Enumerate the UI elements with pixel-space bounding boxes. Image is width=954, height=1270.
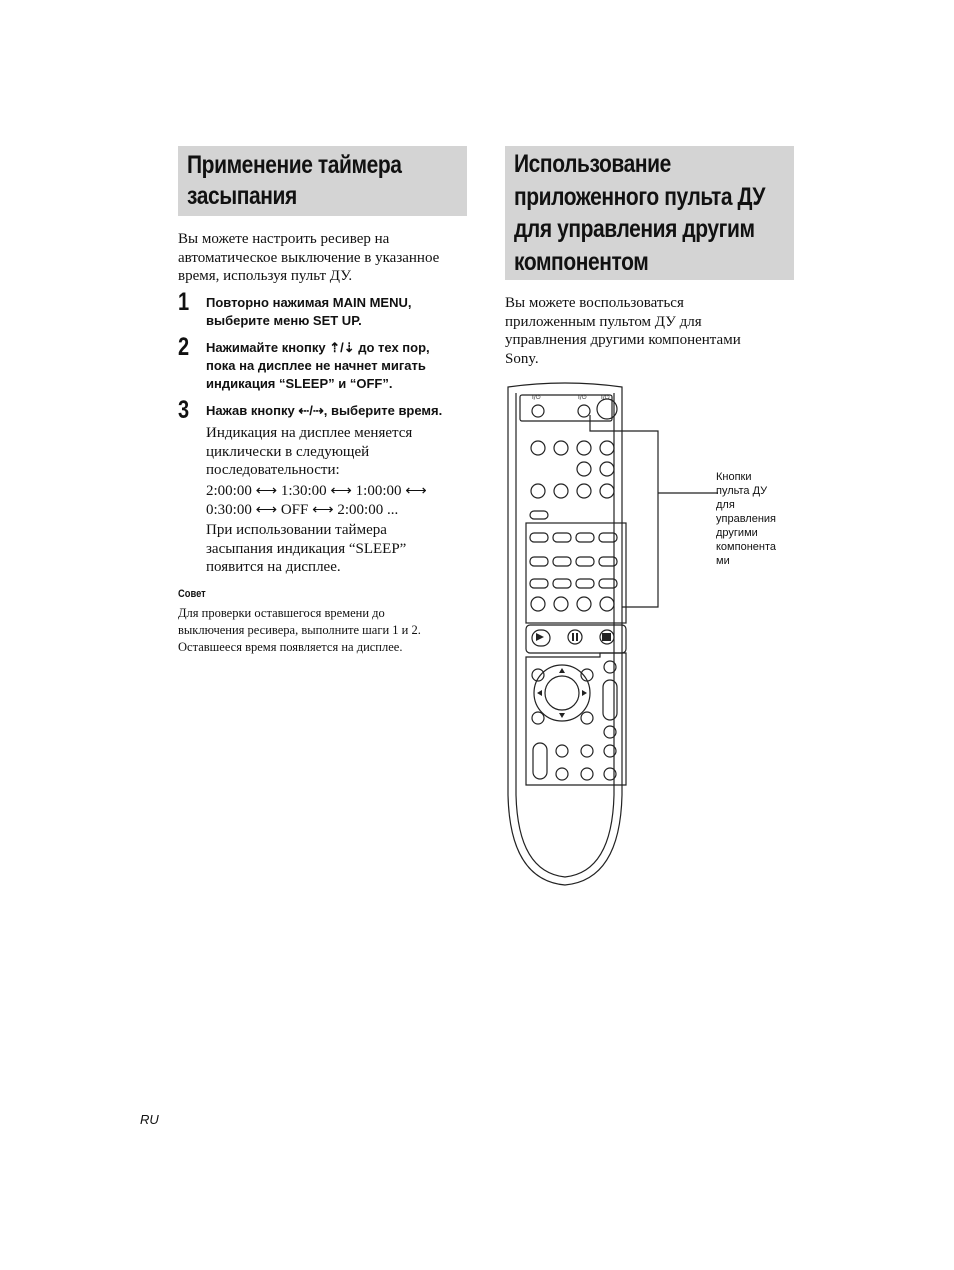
- text-line: приложенным пультом ДУ для: [505, 313, 702, 330]
- text-line: появится на дисплее.: [206, 559, 341, 575]
- heading-line: Применение таймера: [187, 151, 402, 179]
- right-section-heading: [505, 146, 794, 280]
- step3-description: [206, 424, 412, 480]
- time-sequence: [206, 482, 427, 520]
- remote-control-illustration: [500, 375, 720, 895]
- step-number: 3: [178, 396, 190, 424]
- text-line: Sony.: [505, 350, 539, 367]
- text-line: управлнения другими компонентами: [505, 332, 741, 348]
- right-intro: [505, 294, 741, 368]
- heading-line: приложенного пульта ДУ: [514, 182, 765, 211]
- text-line: Индикация на дисплее меняется: [206, 425, 413, 441]
- text-line: выключения ресивера, выполните шаги 1 и 2.: [178, 623, 421, 637]
- step3-note: [206, 521, 406, 577]
- text-line: время, используя пульт ДУ.: [178, 268, 353, 284]
- text-line: 0:30:00 ⟷ OFF ⟷ 2:00:00 ...: [206, 502, 399, 518]
- text-line: Оставшееся время появляется на дисплее.: [178, 640, 403, 654]
- text-line: Вы можете настроить ресивер на: [178, 231, 390, 247]
- text-line: 2:00:00 ⟷ 1:30:00 ⟷ 1:00:00 ⟷: [206, 483, 427, 499]
- text-line: пока на дисплее не начнет мигать: [206, 358, 426, 373]
- text-line: пульта ДУ: [716, 485, 768, 497]
- remote-callout-label: [716, 470, 776, 568]
- heading-line: для управления другим: [514, 215, 755, 243]
- text-line: ми: [716, 555, 730, 567]
- text-line: Для проверки оставшегося времени до: [178, 606, 385, 620]
- text-line: выберите меню SET UP.: [206, 313, 362, 328]
- step-instruction: [206, 294, 411, 330]
- step-number: 1: [178, 288, 190, 316]
- power-label: I/⏻: [532, 394, 541, 401]
- text-line: компонента: [716, 541, 776, 553]
- power-label: I/⏻: [601, 394, 610, 401]
- text-line: последовательности:: [206, 462, 340, 478]
- text-line: циклически в следующей: [206, 443, 370, 460]
- text-line: Нажимайте кнопку ⇡/⇣ до тех пор,: [206, 340, 430, 355]
- text-line: управления: [716, 513, 776, 525]
- heading-line: компонентом: [514, 247, 649, 276]
- heading-line: Использование: [514, 150, 671, 178]
- step-number: 2: [178, 333, 190, 361]
- step-instruction: [206, 339, 430, 393]
- tip-body: [178, 605, 421, 656]
- stop-icon: [602, 633, 611, 641]
- text-line: Вы можете воспользоваться: [505, 295, 684, 311]
- text-line: автоматическое выключение в указанное: [178, 249, 440, 266]
- tip-title: Совет: [178, 588, 206, 600]
- left-intro: [178, 230, 439, 286]
- page-language-code: RU: [140, 1112, 159, 1127]
- text-line: для: [716, 499, 735, 511]
- text-line: другими: [716, 527, 758, 539]
- text-line: засыпания индикация “SLEEP”: [206, 540, 407, 557]
- left-section-heading: [178, 146, 467, 216]
- power-label: I/⏻: [578, 394, 587, 401]
- step-instruction: [206, 402, 442, 420]
- text-line: индикация “SLEEP” и “OFF”.: [206, 376, 393, 391]
- text-line: Кнопки: [716, 471, 752, 483]
- text-line: Нажав кнопку ⇠/⇢, выберите время.: [206, 403, 443, 418]
- text-line: При использовании таймера: [206, 522, 387, 538]
- heading-line: засыпания: [187, 182, 297, 210]
- text-line: Повторно нажимая MAIN MENU,: [206, 295, 412, 310]
